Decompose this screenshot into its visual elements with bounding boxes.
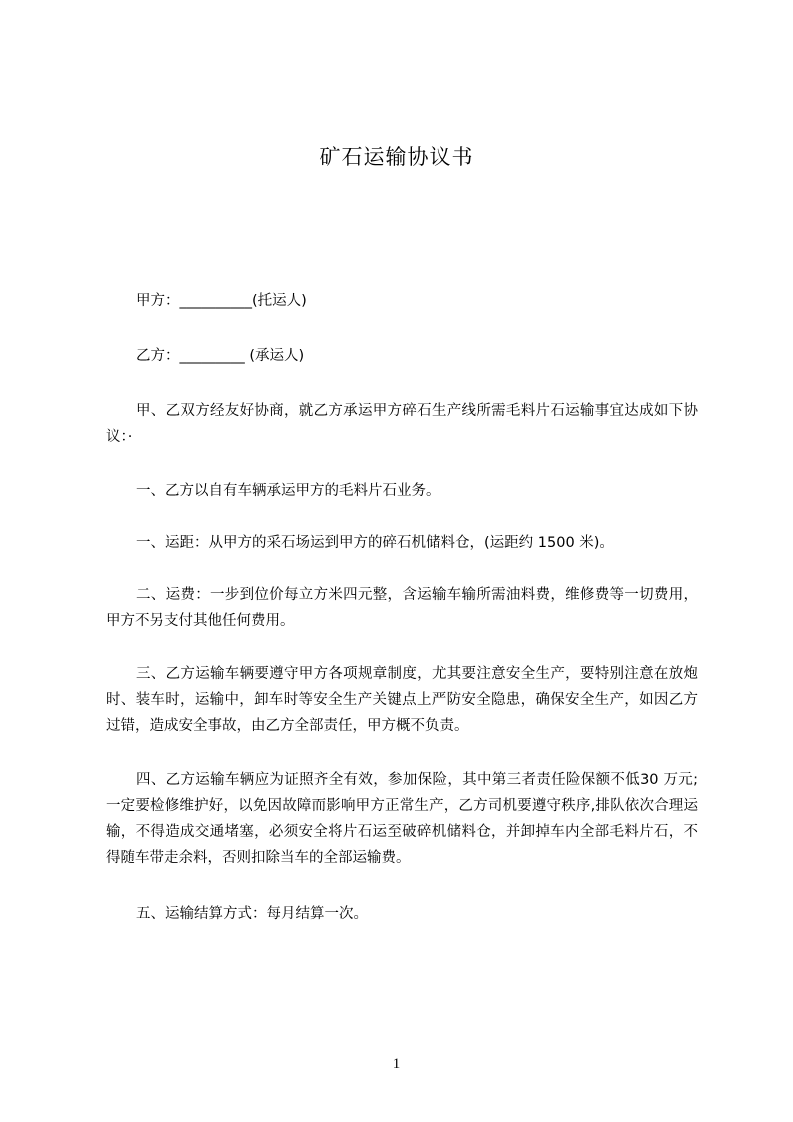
party-b-line: 乙方：_________ (承运人) [136,348,305,364]
page-number: 1 [392,1056,401,1072]
clause-safety: 三、乙方运输车辆要遵守甲方各项规章制度，尤其要注意安全生产，要特别注意在放炮时、装车时，运输中，卸车时等安全生产关键点上严防安全隐患，确保安全生产，如因乙方过错，造成安全事故，由乙方全部责任，甲方概不负责。 [106,666,698,734]
clause-settlement: 五、运输结算方式：每月结算一次。 [136,906,368,922]
clause-freight: 二、运费：一步到位价每立方米四元整，含运输车输所需油料费，维修费等一切费用，甲方不另支付其他任何费用。 [106,587,698,629]
clause-distance: 一、运距：从甲方的采石场运到甲方的碎石机储料仓，(运距约 1500 米)。 [136,535,614,551]
intro-paragraph: 甲、乙双方经友好协商，就乙方承运甲方碎石生产线所需毛料片石运输事宜达成如下协议：· [106,403,698,445]
clause-vehicle-requirements: 四、乙方运输车辆应为证照齐全有效，参加保险，其中第三者责任险保额不低30 万元;一定要检修维护好，以免因故障而影响甲方正常生产，乙方司机要遵守秩序,排队依次合理运输，不得造成交通堵塞，必须安全将片石运至破碎机储料仓，并卸掉车内全部毛料片石，不得随车带走余料，否则扣除当车的全部运输费。 [106,772,698,866]
document-title: 矿石运输协议书 [319,145,474,169]
clause-scope: 一、乙方以自有车辆承运甲方的毛料片石业务。 [136,483,441,499]
party-a-line: 甲方：__________(托运人) [136,293,307,309]
